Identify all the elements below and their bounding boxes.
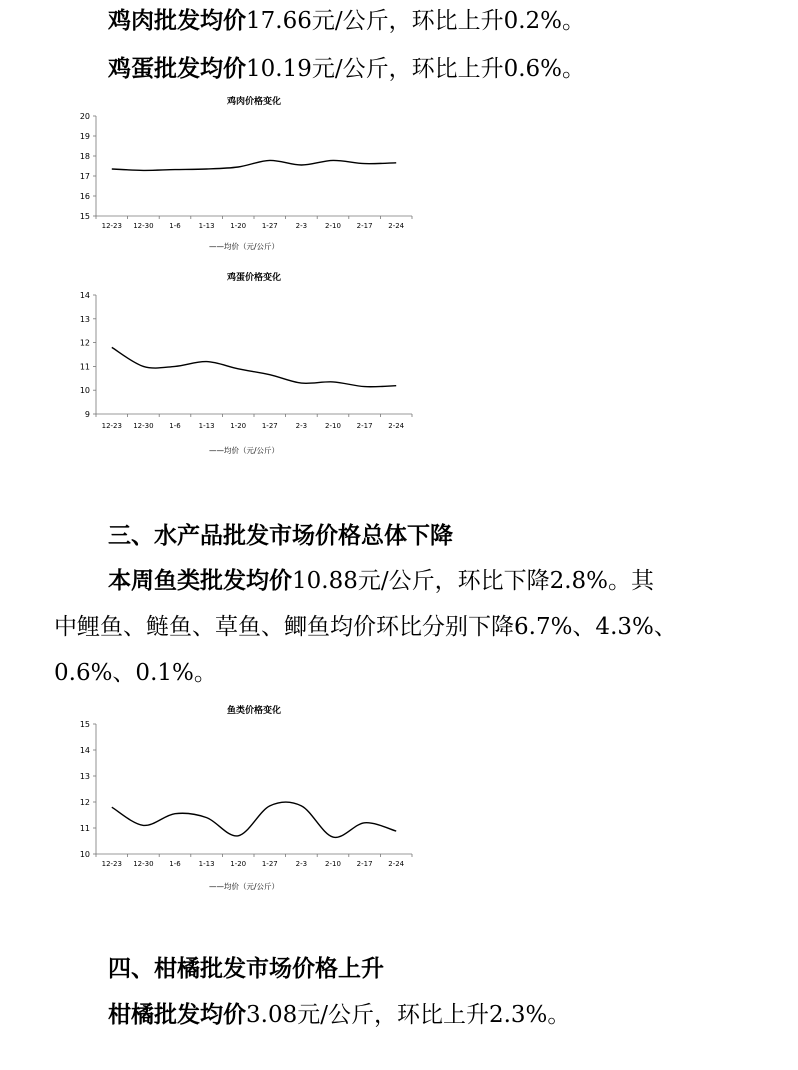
x-tick-label: 2-10 (325, 222, 341, 230)
legend-label: ——均价（元/公斤） (208, 446, 280, 455)
y-tick-label: 10 (79, 386, 90, 396)
x-tick-label: 1-6 (169, 860, 181, 868)
y-tick-label: 14 (79, 291, 90, 300)
x-tick-label: 1-27 (261, 222, 278, 230)
y-tick-label: 15 (79, 720, 90, 729)
x-tick-label: 12-23 (101, 860, 122, 868)
x-tick-label: 12-30 (133, 222, 154, 230)
y-tick-label: 15 (79, 212, 90, 221)
x-tick-label: 1-20 (230, 422, 247, 430)
chicken-price-line (108, 6, 585, 36)
x-tick-label: 1-27 (261, 422, 278, 430)
x-tick-label: 12-30 (133, 422, 154, 430)
series-line (112, 802, 396, 837)
x-tick-label: 1-6 (169, 422, 181, 430)
y-tick-label: 10 (79, 850, 90, 859)
x-tick-label: 2-17 (356, 422, 373, 430)
citrus-price-line (108, 1000, 570, 1030)
x-tick-label: 1-27 (261, 860, 278, 868)
fish-price-chart (60, 700, 420, 895)
legend-label: ——均价（元/公斤） (208, 242, 280, 251)
x-tick-label: 2-17 (356, 222, 373, 230)
x-tick-label: 1-6 (169, 222, 181, 230)
x-tick-label: 12-30 (133, 860, 154, 868)
chart-title: 鸡肉价格变化 (226, 97, 282, 107)
x-tick-label: 2-10 (325, 422, 341, 430)
legend-label: ——均价（元/公斤） (208, 882, 280, 891)
y-tick-label: 16 (79, 192, 90, 201)
x-tick-label: 2-24 (388, 222, 405, 230)
citrus-price-lead: 柑橘批发均价 (108, 1001, 246, 1028)
fish-price-line-2: 中鲤鱼、鲢鱼、草鱼、鲫鱼均价环比分别下降6.7%、4.3%、 (54, 614, 677, 640)
egg-price-rest: 10.19元/公斤，环比上升0.6%。 (246, 56, 586, 82)
fish-price-line-1 (108, 566, 654, 596)
chart-title: 鸡蛋价格变化 (226, 273, 282, 283)
y-tick-label: 12 (79, 798, 90, 807)
x-tick-label: 2-24 (388, 422, 405, 430)
fish-price-lead: 本周鱼类批发均价 (108, 567, 292, 594)
series-line (112, 160, 396, 170)
y-tick-label: 14 (79, 746, 90, 755)
y-tick-label: 12 (79, 338, 90, 348)
y-tick-label: 9 (84, 410, 90, 419)
chicken-price-chart (60, 92, 420, 257)
x-tick-label: 1-20 (230, 222, 247, 230)
x-tick-label: 1-13 (198, 422, 215, 430)
y-tick-label: 11 (79, 824, 90, 833)
citrus-price-rest: 3.08元/公斤，环比上升2.3%。 (246, 1002, 571, 1028)
x-tick-label: 1-20 (230, 860, 247, 868)
x-tick-label: 1-13 (198, 860, 215, 868)
x-tick-label: 1-13 (198, 222, 215, 230)
egg-price-line (108, 54, 585, 84)
fish-price-line-3: 0.6%、0.1%。 (54, 660, 217, 686)
chart-title: 鱼类价格变化 (226, 706, 282, 716)
x-tick-label: 12-23 (101, 222, 122, 230)
egg-price-lead: 鸡蛋批发均价 (108, 55, 246, 82)
y-tick-label: 18 (79, 152, 90, 161)
y-tick-label: 13 (79, 772, 90, 781)
x-tick-label: 2-3 (295, 860, 308, 868)
citrus-heading: 四、柑橘批发市场价格上升 (108, 956, 384, 982)
y-tick-label: 11 (79, 362, 90, 372)
x-tick-label: 2-17 (356, 860, 373, 868)
series-line (112, 347, 396, 386)
y-tick-label: 19 (79, 132, 90, 141)
chicken-price-lead: 鸡肉批发均价 (108, 7, 246, 34)
chicken-price-rest: 17.66元/公斤，环比上升0.2%。 (246, 8, 586, 34)
x-tick-label: 2-3 (295, 222, 308, 230)
x-tick-label: 2-24 (388, 860, 405, 868)
x-tick-label: 2-10 (325, 860, 341, 868)
x-tick-label: 12-23 (101, 422, 122, 430)
fish-price-rest: 10.88元/公斤，环比下降2.8%。其 (292, 568, 655, 594)
egg-price-chart (60, 268, 420, 463)
x-tick-label: 2-3 (295, 422, 308, 430)
y-tick-label: 17 (79, 172, 90, 181)
aquatic-heading: 三、水产品批发市场价格总体下降 (108, 523, 453, 549)
y-tick-label: 20 (79, 112, 90, 121)
y-tick-label: 13 (79, 314, 90, 324)
